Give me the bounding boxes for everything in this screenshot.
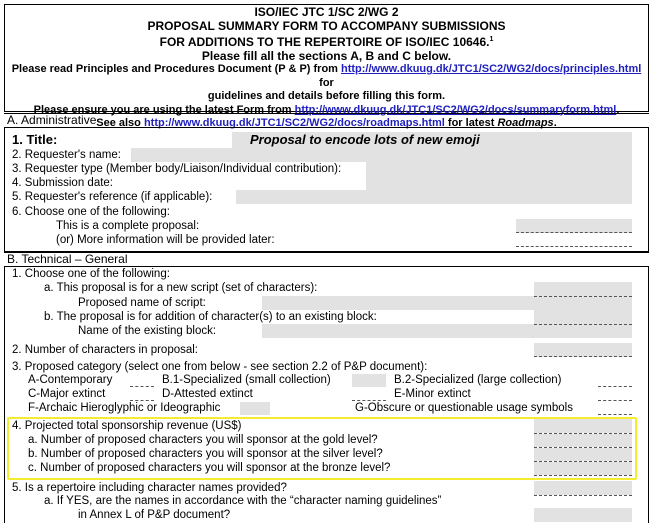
category-b2-field[interactable]	[598, 386, 632, 387]
title-value: Proposal to encode lots of new emoji	[250, 132, 480, 147]
new-script-field[interactable]	[534, 282, 632, 296]
complete-proposal-line	[516, 232, 632, 233]
naming-guidelines-label: a. If YES, are the names in accordance with the “character naming guidelines”	[44, 495, 442, 507]
script-name-field[interactable]	[262, 296, 632, 310]
requester-reference-label: 5. Requester's reference (if applicable):	[12, 191, 213, 203]
choose-one-label: 6. Choose one of the following:	[12, 206, 170, 218]
num-characters-field[interactable]	[534, 343, 632, 357]
category-d-label: D-Attested extinct	[162, 388, 253, 400]
repertoire-line	[534, 495, 632, 496]
submission-date-label: 4. Submission date:	[12, 177, 114, 189]
category-e-label: E-Minor extinct	[394, 388, 471, 400]
section-b-title: B. Technical – General	[4, 252, 649, 267]
silver-level-label: b. Number of proposed characters you will sponsor at the silver level?	[28, 448, 383, 460]
category-d-field[interactable]	[352, 400, 386, 401]
new-script-line	[534, 296, 632, 297]
existing-block-field[interactable]	[534, 310, 632, 324]
script-name-label: Proposed name of script:	[78, 297, 206, 309]
sponsorship-field[interactable]	[534, 419, 632, 433]
requester-name-label: 2. Requester's name:	[12, 149, 121, 161]
repertoire-label: 5. Is a repertoire including character names provided?	[12, 482, 287, 494]
category-a-field[interactable]	[130, 386, 154, 387]
header-line-2: PROPOSAL SUMMARY FORM TO ACCOMPANY SUBMISSIONS	[147, 19, 506, 33]
bronze-level-field[interactable]	[534, 462, 632, 475]
category-label: 3. Proposed category (select one from below - see section 2.2 of P&P document):	[12, 361, 428, 373]
summaryform-link[interactable]: http://www.dkuug.dk/JTC1/SC2/WG2/docs/summaryform.html	[294, 103, 617, 116]
bronze-level-line	[534, 475, 632, 476]
block-name-label: Name of the existing block:	[78, 325, 217, 337]
more-info-line[interactable]	[516, 246, 632, 247]
category-g-field[interactable]	[598, 414, 632, 415]
category-c-label: C-Major extinct	[28, 388, 106, 400]
requester-type-field[interactable]	[366, 162, 632, 176]
category-e-field[interactable]	[598, 400, 632, 401]
complete-proposal-label: This is a complete proposal:	[56, 220, 200, 232]
header-line-3: FOR ADDITIONS TO THE REPERTOIRE OF ISO/IEC 10646.$^1$	[159, 35, 494, 49]
gold-level-field[interactable]	[534, 434, 632, 447]
section-a-title: A. Administrative	[4, 113, 649, 128]
sponsorship-label: 4. Projected total sponsorship revenue (US$)	[12, 420, 242, 432]
num-characters-label: 2. Number of characters in proposal:	[12, 344, 199, 356]
category-a-label: A-Contemporary	[28, 374, 113, 386]
category-b1-label: B.1-Specialized (small collection)	[162, 374, 331, 386]
category-f-label: F-Archaic Hieroglyphic or Ideographic	[28, 402, 221, 414]
num-characters-line	[534, 356, 632, 357]
header-line-1: ISO/IEC JTC 1/SC 2/WG 2	[254, 5, 399, 19]
header-line-8: See also http://www.dkuug.dk/JTC1/SC2/WG2/docs/roadmaps.html for latest Roadmaps.	[96, 117, 557, 129]
existing-block-label: b. The proposal is for addition of character(s) to an existing block:	[44, 311, 377, 323]
naming-guidelines-field[interactable]	[534, 508, 632, 522]
category-c-field[interactable]	[130, 400, 154, 401]
title-label: 1. Title:	[12, 132, 58, 147]
submission-date-field[interactable]	[366, 176, 632, 190]
requester-type-label: 3. Requester type (Member body/Liaison/Individual contribution):	[12, 163, 342, 175]
header-line-5: Please read Principles and Procedures Document (P & P) from http://www.dkuug.dk/JTC1/SC2/WG2/docs/principles.html for	[11, 63, 642, 89]
complete-proposal-field[interactable]	[516, 219, 632, 233]
annex-l-label: in Annex L of P&P document?	[78, 509, 231, 521]
principles-link[interactable]: http://www.dkuug.dk/JTC1/SC2/WG2/docs/principles.html	[341, 63, 642, 75]
block-name-field[interactable]	[262, 324, 632, 338]
category-f-field[interactable]	[240, 402, 270, 415]
repertoire-field[interactable]	[534, 481, 632, 495]
b-choose-one-label: 1. Choose one of the following:	[12, 268, 170, 280]
roadmaps-link[interactable]: http://www.dkuug.dk/JTC1/SC2/WG2/docs/roadmaps.html	[143, 117, 445, 129]
more-info-label: (or) More information will be provided later:	[56, 234, 275, 246]
new-script-label: a. This proposal is for a new script (set of characters):	[44, 282, 318, 294]
category-b1-field[interactable]	[352, 374, 386, 387]
category-g-label: G-Obscure or questionable usage symbols	[355, 402, 573, 414]
requester-reference-field[interactable]	[236, 190, 632, 204]
silver-level-field[interactable]	[534, 448, 632, 461]
requester-name-field[interactable]	[131, 148, 632, 162]
header-line-4: Please fill all the sections A, B and C below.	[201, 49, 452, 63]
header-line-6: guidelines and details before filling this form.	[207, 90, 446, 102]
category-b2-label: B.2-Specialized (large collection)	[394, 374, 562, 386]
bronze-level-label: c. Number of proposed characters you will sponsor at the bronze level?	[28, 462, 391, 474]
existing-block-line	[534, 324, 632, 325]
gold-level-label: a. Number of proposed characters you will sponsor at the gold level?	[28, 434, 378, 446]
header-line-7: Please ensure you are using the latest Form from http://www.dkuug.dk/JTC1/SC2/WG2/docs/summaryform.html.	[33, 103, 620, 116]
